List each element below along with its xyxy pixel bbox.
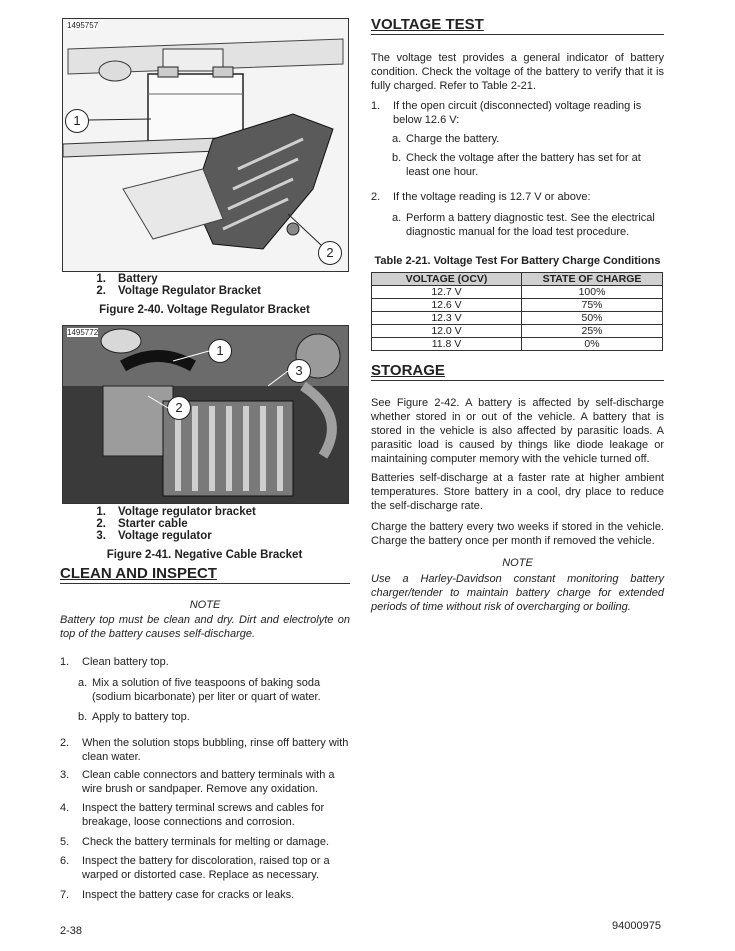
voltage-heading: VOLTAGE TEST xyxy=(371,16,664,35)
sub-item: b. Check the voltage after the battery has set for at least one hour. xyxy=(392,152,641,178)
callout-2: 2 xyxy=(167,396,191,420)
note-label: NOTE xyxy=(502,557,533,569)
voltage-intro: The voltage test provides a general indicator of battery condition. Check the voltage of the battery to verify that it is fully charged. Refer to Table 2-21. xyxy=(371,52,664,92)
storage-heading: STORAGE xyxy=(371,362,664,381)
regulator-photo xyxy=(63,326,348,503)
list-item: 5. Check the battery terminals for melting or damage. xyxy=(60,836,330,848)
legend-item: 3. Voltage regulator xyxy=(96,530,212,542)
clean-heading: CLEAN AND INSPECT xyxy=(60,565,350,584)
table-header: STATE OF CHARGE xyxy=(522,273,663,286)
callout-1: 1 xyxy=(208,339,232,363)
table-row: 12.6 V 75% xyxy=(372,299,663,312)
list-item: 1. If the open circuit (disconnected) voltage reading is below 12.6 V: xyxy=(371,100,642,126)
legend-item: 1. Battery xyxy=(96,273,158,285)
list-item: 4. Inspect the battery terminal screws and cables for breakage, loose connections and corrosion. xyxy=(60,802,325,828)
table-row: 12.0 V 25% xyxy=(372,325,663,338)
list-item: 6. Inspect the battery for discoloration, raised top or a warped or distorted case. Replace as necessary. xyxy=(60,855,330,881)
figure-image-id: 1495772 xyxy=(67,328,99,337)
table-header: VOLTAGE (OCV) xyxy=(372,273,522,286)
storage-paragraph: Charge the battery every two weeks if stored in the vehicle. Charge the battery once per month if removed the vehicle. xyxy=(371,521,664,547)
figure-image-id: 1495757 xyxy=(67,21,99,30)
legend-item: 2. Starter cable xyxy=(96,518,188,530)
legend-item: 2. Voltage Regulator Bracket xyxy=(96,285,261,297)
callout-3: 3 xyxy=(287,359,311,383)
list-item: 7. Inspect the battery case for cracks or leaks. xyxy=(60,889,295,901)
note-text: Use a Harley-Davidson constant monitoring battery charger/tender to maintain battery charge for extended periods of time without risk of overcharging or boiling. xyxy=(371,573,664,613)
voltage-table xyxy=(371,272,663,351)
sub-item: a. Perform a battery diagnostic test. See the electrical diagnostic manual for the load test procedure. xyxy=(392,212,655,238)
sub-item: a. Charge the battery. xyxy=(392,133,500,145)
list-item: 2. If the voltage reading is 12.7 V or above: xyxy=(371,191,591,203)
note-text: Battery top must be clean and dry. Dirt and electrolyte on top of the battery causes self-discharge. xyxy=(60,614,350,640)
callout-1: 1 xyxy=(65,109,89,133)
storage-paragraph: See Figure 2-42. A battery is affected by self-discharge whether stored in or out of the vehicle. A battery that is stored in the vehicle is also affected by parasitic loads. A parasitic load is caused by things like diode leakage or maintaining computer memory with the vehicle turned off. xyxy=(371,397,664,465)
sub-item: a. Mix a solution of five teaspoons of baking soda (sodium bicarbonate) per liter or quart of water. xyxy=(78,677,321,703)
figure-2-40-legend xyxy=(64,273,349,297)
figure-2-40-caption: Figure 2-40. Voltage Regulator Bracket xyxy=(99,304,310,316)
callout-2: 2 xyxy=(318,241,342,265)
list-item: 3. Clean cable connectors and battery terminals with a wire brush or sandpaper. Remove any oxidation. xyxy=(60,769,335,795)
document-number: 94000975 xyxy=(612,920,661,932)
table-row: 12.3 V 50% xyxy=(372,312,663,325)
battery-bracket-illustration xyxy=(63,19,348,271)
list-item: 2. When the solution stops bubbling, rinse off battery with clean water. xyxy=(60,737,349,763)
figure-2-41-caption: Figure 2-41. Negative Cable Bracket xyxy=(106,549,303,561)
table-row: 11.8 V 0% xyxy=(372,338,663,351)
list-item: 1. Clean battery top. xyxy=(60,656,169,668)
table-row: 12.7 V 100% xyxy=(372,286,663,299)
figure-2-41-legend xyxy=(64,506,349,542)
legend-item: 1. Voltage regulator bracket xyxy=(96,506,256,518)
sub-item: b. Apply to battery top. xyxy=(78,711,190,723)
figure-2-41-image xyxy=(62,325,349,504)
table-title: Table 2-21. Voltage Test For Battery Charge Conditions xyxy=(374,255,661,267)
figure-2-40-image xyxy=(62,18,349,272)
page-number: 2-38 xyxy=(60,925,83,937)
note-label: NOTE xyxy=(189,599,221,611)
storage-paragraph: Batteries self-discharge at a faster rate at higher ambient temperatures. Store battery in a cool, dry place to reduce the self-discharge rate. xyxy=(371,472,664,512)
